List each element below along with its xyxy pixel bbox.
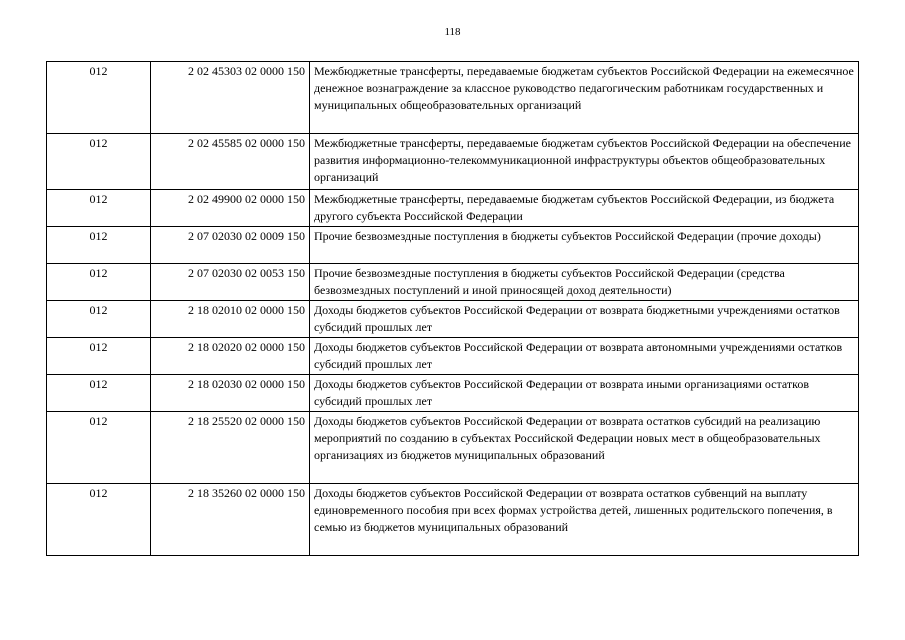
table-row: [47, 264, 859, 301]
table-row: [47, 62, 859, 134]
budget-code-cell: 2 18 02020 02 0000 150: [151, 338, 310, 375]
revenue-name-cell: Межбюджетные трансферты, передаваемые бюджетам субъектов Российской Федерации на обеспечение развития информационно-телекоммуникационной инфраструктуры объектов общеобразовательных организаций: [310, 134, 859, 190]
budget-classification-table: [46, 61, 859, 556]
admin-code-cell: 012: [47, 338, 151, 375]
admin-code-cell: 012: [47, 301, 151, 338]
table-row: [47, 375, 859, 412]
budget-code-cell: 2 07 02030 02 0009 150: [151, 227, 310, 264]
admin-code-cell: 012: [47, 62, 151, 134]
admin-code-cell: 012: [47, 190, 151, 227]
admin-code-cell: 012: [47, 264, 151, 301]
admin-code-cell: 012: [47, 227, 151, 264]
revenue-name-cell: Прочие безвозмездные поступления в бюджеты субъектов Российской Федерации (прочие доходы): [310, 227, 859, 264]
budget-code-cell: 2 18 25520 02 0000 150: [151, 412, 310, 484]
table-row: [47, 338, 859, 375]
revenue-name-cell: Доходы бюджетов субъектов Российской Федерации от возврата иными организациями остатков субсидий прошлых лет: [310, 375, 859, 412]
revenue-name-cell: Доходы бюджетов субъектов Российской Федерации от возврата автономными учреждениями остатков субсидий прошлых лет: [310, 338, 859, 375]
budget-code-cell: 2 02 45303 02 0000 150: [151, 62, 310, 134]
table-row: [47, 412, 859, 484]
budget-code-cell: 2 18 02030 02 0000 150: [151, 375, 310, 412]
admin-code-cell: 012: [47, 412, 151, 484]
revenue-name-cell: Доходы бюджетов субъектов Российской Федерации от возврата остатков субсидий на реализацию мероприятий по созданию в субъектах Российской Федерации новых мест в общеобразовательных организациях из бюджетов муниципальных образований: [310, 412, 859, 484]
table-row: [47, 190, 859, 227]
admin-code-cell: 012: [47, 484, 151, 556]
table-row: [47, 301, 859, 338]
revenue-name-cell: Прочие безвозмездные поступления в бюджеты субъектов Российской Федерации (средства безвозмездных поступлений и иной приносящей доход деятельности): [310, 264, 859, 301]
revenue-name-cell: Межбюджетные трансферты, передаваемые бюджетам субъектов Российской Федерации на ежемесячное денежное вознаграждение за классное руководство педагогическим работникам государственных и муниципальных общеобразовательных организаций: [310, 62, 859, 134]
page-number: 118: [444, 26, 461, 38]
revenue-name-cell: Доходы бюджетов субъектов Российской Федерации от возврата бюджетными учреждениями остатков субсидий прошлых лет: [310, 301, 859, 338]
budget-code-cell: 2 18 35260 02 0000 150: [151, 484, 310, 556]
table-row: [47, 484, 859, 556]
admin-code-cell: 012: [47, 375, 151, 412]
revenue-name-cell: Доходы бюджетов субъектов Российской Федерации от возврата остатков субвенций на выплату единовременного пособия при всех формах устройства детей, лишенных родительского попечения, в семью из бюджетов муниципальных образований: [310, 484, 859, 556]
budget-code-cell: 2 02 49900 02 0000 150: [151, 190, 310, 227]
budget-code-cell: 2 18 02010 02 0000 150: [151, 301, 310, 338]
budget-code-cell: 2 02 45585 02 0000 150: [151, 134, 310, 190]
revenue-name-cell: Межбюджетные трансферты, передаваемые бюджетам субъектов Российской Федерации, из бюджета другого субъекта Российской Федерации: [310, 190, 859, 227]
budget-code-cell: 2 07 02030 02 0053 150: [151, 264, 310, 301]
admin-code-cell: 012: [47, 134, 151, 190]
table-row: [47, 134, 859, 190]
table-row: [47, 227, 859, 264]
